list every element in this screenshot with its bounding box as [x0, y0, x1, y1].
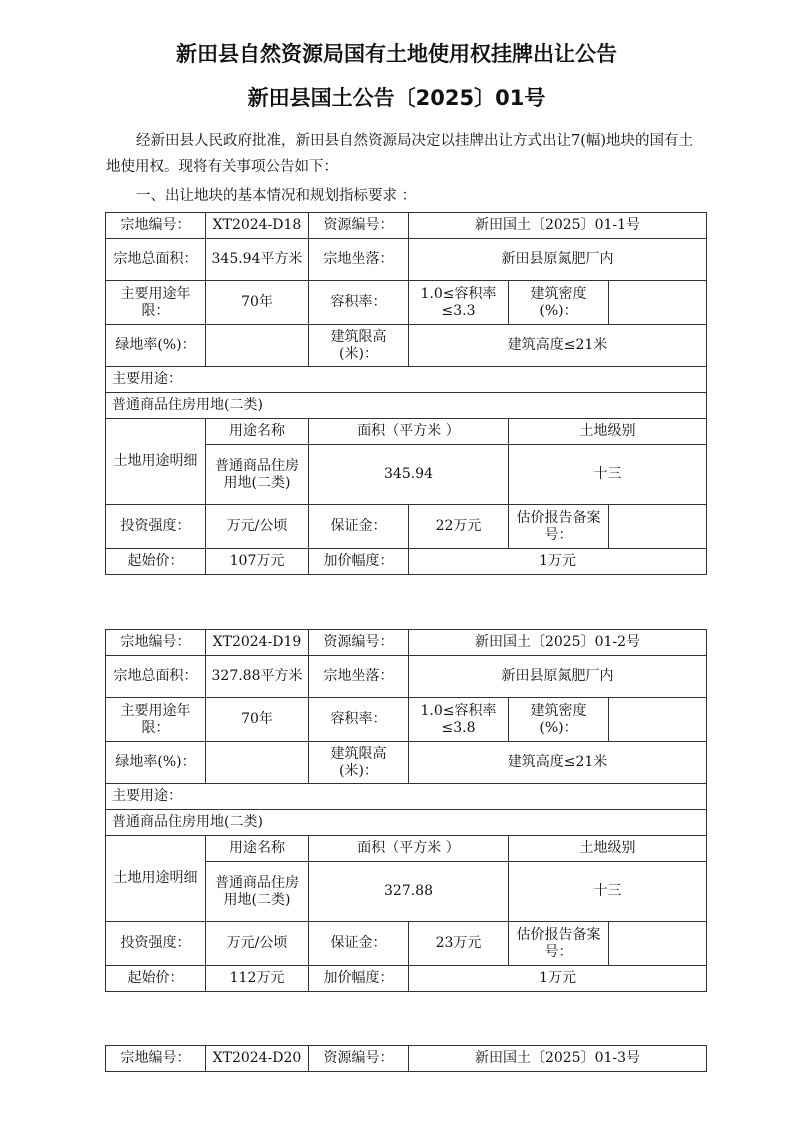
green-value [206, 325, 309, 367]
grade-value: 十三 [509, 862, 707, 922]
total-area-label: 宗地总面积： [106, 239, 206, 281]
use-name-value: 普通商品住房用地(二类) [206, 862, 309, 922]
deposit-label: 保证金： [309, 922, 409, 966]
appraisal-value [609, 505, 707, 549]
start-price-label: 起始价： [106, 549, 206, 575]
resource-no-label: 资源编号： [309, 213, 409, 239]
deposit-value: 22万元 [409, 505, 509, 549]
appraisal-label: 估价报告备案号： [509, 922, 609, 966]
parcel-table [105, 1045, 707, 1072]
parcel-no-value: XT2024-D19 [206, 630, 309, 656]
main-use-label: 主要用途： [106, 784, 707, 810]
far-label: 容积率： [309, 281, 409, 325]
density-value [609, 281, 707, 325]
total-area-label: 宗地总面积： [106, 656, 206, 698]
document-number: 新田县国土公告〔2025〕01号 [247, 86, 546, 110]
increment-label: 加价幅度： [309, 549, 409, 575]
parcel-table [105, 629, 707, 992]
resource-no-value: 新田国土〔2025〕01-2号 [409, 630, 707, 656]
start-price-value: 107万元 [206, 549, 309, 575]
parcel-no-label: 宗地编号： [106, 213, 206, 239]
density-value [609, 698, 707, 742]
use-detail-label: 土地用途明细 [106, 419, 206, 505]
intro-paragraph: 经新田县人民政府批准，新田县自然资源局决定以挂牌出让方式出让7(幅)地块的国有土地使用权。现将有关事项公告如下： [106, 133, 694, 175]
height-limit-value: 建筑高度≤21米 [409, 742, 707, 784]
use-detail-label: 土地用途明细 [106, 836, 206, 922]
appraisal-value [609, 922, 707, 966]
grade-header: 土地级别 [509, 836, 707, 862]
far-value: 1.0≤容积率≤3.8 [409, 698, 509, 742]
area-value: 327.88 [309, 862, 509, 922]
height-limit-label: 建筑限高(米)： [309, 742, 409, 784]
increment-label: 加价幅度： [309, 966, 409, 992]
deposit-value: 23万元 [409, 922, 509, 966]
green-value [206, 742, 309, 784]
resource-no-value: 新田国土〔2025〕01-3号 [409, 1046, 707, 1072]
use-name-header: 用途名称 [206, 836, 309, 862]
density-label: 建筑密度(%)： [509, 698, 609, 742]
parcel-table [105, 212, 707, 575]
grade-header: 土地级别 [509, 419, 707, 445]
parcel-no-value: XT2024-D18 [206, 213, 309, 239]
height-limit-label: 建筑限高(米)： [309, 325, 409, 367]
term-label: 主要用途年限： [106, 698, 206, 742]
invest-unit: 万元/公顷 [206, 505, 309, 549]
start-price-value: 112万元 [206, 966, 309, 992]
total-area-value: 345.94平方米 [206, 239, 309, 281]
area-header: 面积（平方米 ） [309, 419, 509, 445]
parcel-no-label: 宗地编号： [106, 630, 206, 656]
far-value: 1.0≤容积率≤3.3 [409, 281, 509, 325]
resource-no-label: 资源编号： [309, 1046, 409, 1072]
parcel-no-value: XT2024-D20 [206, 1046, 309, 1072]
resource-no-label: 资源编号： [309, 630, 409, 656]
invest-label: 投资强度： [106, 922, 206, 966]
term-value: 70年 [206, 698, 309, 742]
appraisal-label: 估价报告备案号： [509, 505, 609, 549]
term-value: 70年 [206, 281, 309, 325]
green-label: 绿地率(%)： [106, 742, 206, 784]
section-heading: 一、出让地块的基本情况和规划指标要求 ： [136, 188, 417, 204]
grade-value: 十三 [509, 445, 707, 505]
area-value: 345.94 [309, 445, 509, 505]
announcement-title: 新田县自然资源局国有土地使用权挂牌出让公告 [176, 42, 617, 66]
total-area-value: 327.88平方米 [206, 656, 309, 698]
location-label: 宗地坐落： [309, 656, 409, 698]
use-name-value: 普通商品住房用地(二类) [206, 445, 309, 505]
use-name-header: 用途名称 [206, 419, 309, 445]
density-label: 建筑密度(%)： [509, 281, 609, 325]
location-label: 宗地坐落： [309, 239, 409, 281]
start-price-label: 起始价： [106, 966, 206, 992]
parcel-no-label: 宗地编号： [106, 1046, 206, 1072]
far-label: 容积率： [309, 698, 409, 742]
term-label: 主要用途年限： [106, 281, 206, 325]
invest-unit: 万元/公顷 [206, 922, 309, 966]
area-header: 面积（平方米 ） [309, 836, 509, 862]
green-label: 绿地率(%)： [106, 325, 206, 367]
main-use-value: 普通商品住房用地(二类) [106, 810, 707, 836]
location-value: 新田县原氮肥厂内 [409, 239, 707, 281]
main-use-label: 主要用途： [106, 367, 707, 393]
main-use-value: 普通商品住房用地(二类) [106, 393, 707, 419]
location-value: 新田县原氮肥厂内 [409, 656, 707, 698]
increment-value: 1万元 [409, 966, 707, 992]
resource-no-value: 新田国土〔2025〕01-1号 [409, 213, 707, 239]
deposit-label: 保证金： [309, 505, 409, 549]
invest-label: 投资强度： [106, 505, 206, 549]
height-limit-value: 建筑高度≤21米 [409, 325, 707, 367]
increment-value: 1万元 [409, 549, 707, 575]
